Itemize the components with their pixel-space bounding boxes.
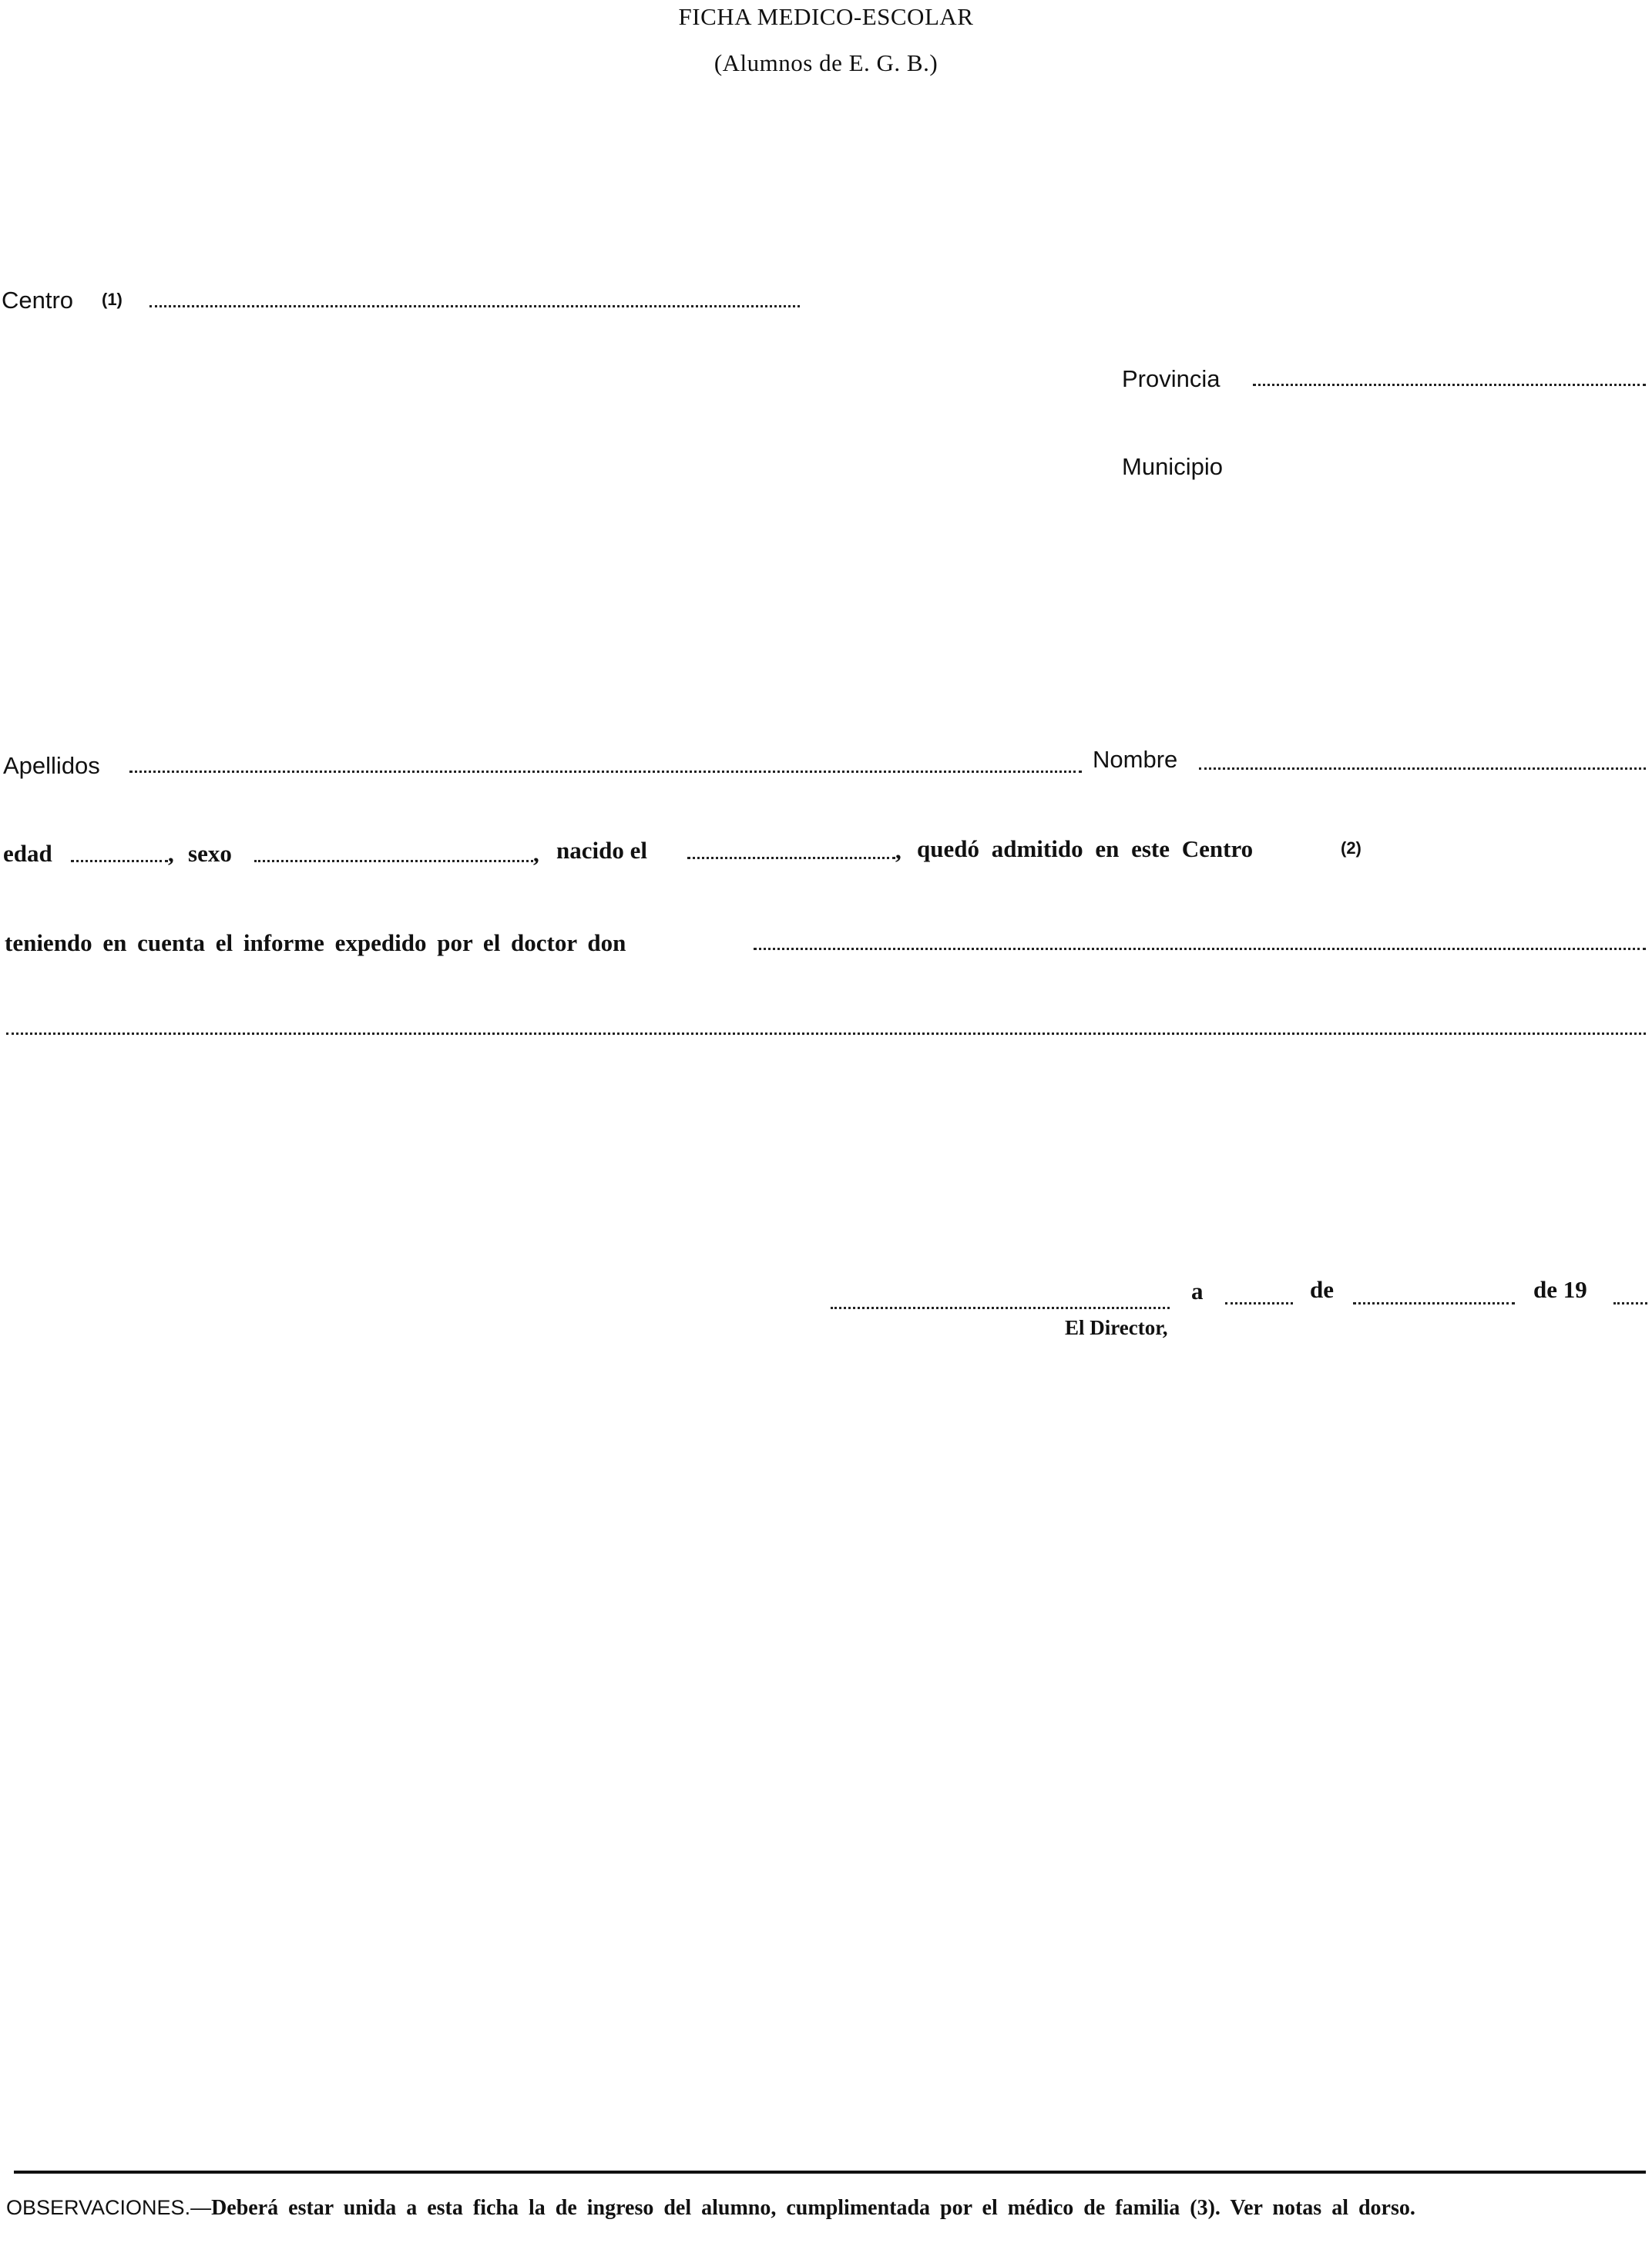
municipio-label: Municipio [1122,453,1223,480]
admitido-note-ref: (2) [1341,838,1362,858]
sexo-label: sexo [188,840,232,867]
nacido-field[interactable] [687,857,895,859]
provincia-field[interactable] [1253,384,1646,386]
sexo-comma: , [533,840,539,867]
informe-text: teniendo en cuenta el informe expedido por el doctor don [5,929,626,956]
director-label: El Director, [1065,1316,1168,1339]
date-de-label-1: de [1310,1276,1334,1303]
date-a-label: a [1191,1278,1204,1304]
centro-label: Centro [2,287,74,314]
provincia-label: Provincia [1122,365,1221,392]
centro-field[interactable] [149,305,800,307]
edad-comma: , [168,840,174,867]
nombre-label: Nombre [1093,746,1178,773]
observaciones-text: Deberá estar unida a esta ficha la de ingreso del alumno, cumplimentada por el médico de familia (3). Ver notas al dorso. [211,2196,1415,2220]
centro-note-ref: (1) [102,290,123,309]
edad-label: edad [3,840,52,867]
form-title: FICHA MEDICO-ESCOLAR [678,3,974,30]
year-field[interactable] [1613,1302,1647,1304]
form-subtitle: (Alumnos de E. G. B.) [714,49,938,76]
doctor-field[interactable] [754,948,1646,950]
day-field[interactable] [1225,1302,1293,1304]
apellidos-field[interactable] [129,771,1082,773]
admitido-text: quedó admitido en este Centro [917,835,1254,862]
sexo-field[interactable] [254,860,533,862]
apellidos-label: Apellidos [3,752,100,779]
nacido-label: nacido el [556,837,647,864]
doctor-field-continuation[interactable] [6,1033,1646,1035]
date-de-label-2: de 19 [1533,1276,1587,1303]
observaciones-heading: OBSERVACIONES.— [6,2196,212,2219]
observaciones-note [6,2196,1644,2220]
month-field[interactable] [1353,1302,1515,1304]
edad-field[interactable] [71,860,168,862]
nacido-comma: , [895,837,902,864]
place-field[interactable] [831,1307,1170,1309]
nombre-field[interactable] [1199,767,1646,770]
footer-divider [14,2171,1646,2174]
